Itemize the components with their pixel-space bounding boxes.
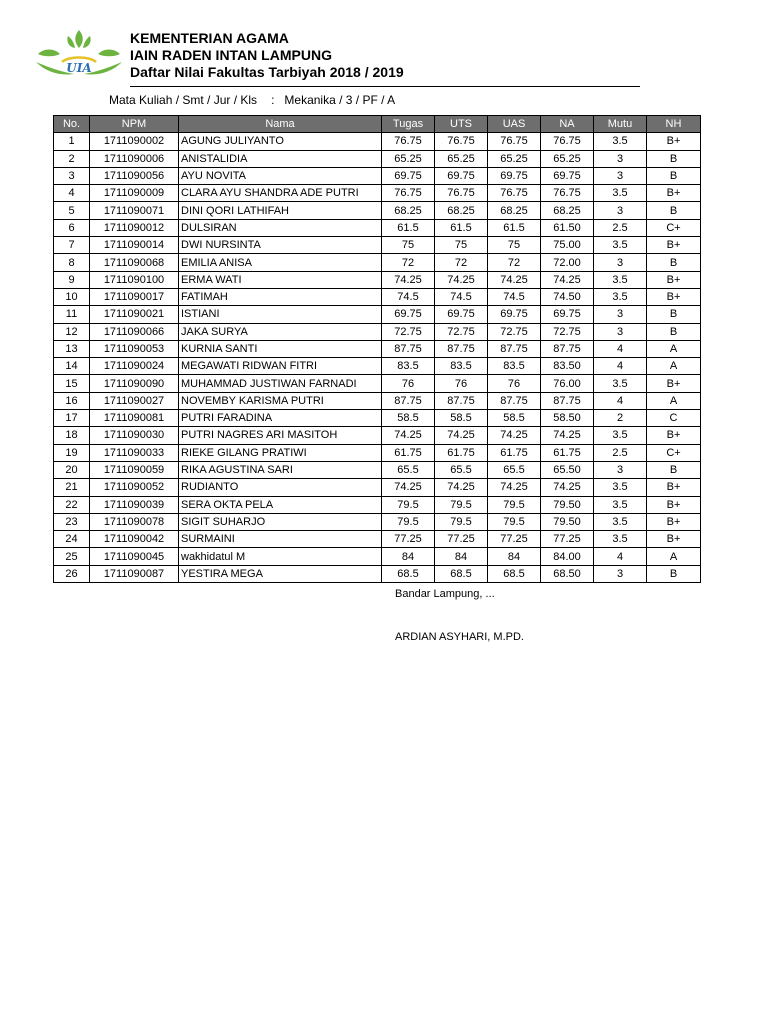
cell-tugas: 84 bbox=[382, 548, 435, 565]
cell-uas: 74.25 bbox=[488, 271, 541, 288]
cell-no: 14 bbox=[54, 358, 90, 375]
cell-mutu: 3.5 bbox=[594, 271, 647, 288]
table-row bbox=[54, 479, 701, 496]
cell-uas: 74.5 bbox=[488, 288, 541, 305]
course-info-value: Mekanika / 3 / PF / A bbox=[284, 93, 396, 107]
cell-no: 17 bbox=[54, 410, 90, 427]
table-header-row bbox=[54, 116, 701, 133]
cell-mutu: 3.5 bbox=[594, 133, 647, 150]
cell-mutu: 3.5 bbox=[594, 185, 647, 202]
cell-uts: 76 bbox=[435, 375, 488, 392]
cell-nama: JAKA SURYA bbox=[179, 323, 382, 340]
cell-nama: SERA OKTA PELA bbox=[179, 496, 382, 513]
cell-nh: C+ bbox=[647, 219, 701, 236]
cell-na: 72.00 bbox=[541, 254, 594, 271]
cell-nh: B+ bbox=[647, 531, 701, 548]
cell-mutu: 3.5 bbox=[594, 375, 647, 392]
cell-tugas: 61.5 bbox=[382, 219, 435, 236]
cell-no: 19 bbox=[54, 444, 90, 461]
cell-mutu: 4 bbox=[594, 358, 647, 375]
cell-nama: MUHAMMAD JUSTIWAN FARNADI bbox=[179, 375, 382, 392]
cell-tugas: 65.5 bbox=[382, 461, 435, 478]
cell-nh: B bbox=[647, 306, 701, 323]
cell-nh: A bbox=[647, 392, 701, 409]
cell-no: 13 bbox=[54, 340, 90, 357]
cell-uts: 74.25 bbox=[435, 479, 488, 496]
cell-tugas: 68.25 bbox=[382, 202, 435, 219]
cell-nh: B bbox=[647, 254, 701, 271]
cell-nama: wakhidatul M bbox=[179, 548, 382, 565]
cell-na: 61.75 bbox=[541, 444, 594, 461]
cell-no: 9 bbox=[54, 271, 90, 288]
cell-uts: 75 bbox=[435, 237, 488, 254]
cell-no: 10 bbox=[54, 288, 90, 305]
cell-uas: 75 bbox=[488, 237, 541, 254]
cell-npm: 1711090081 bbox=[90, 410, 179, 427]
column-header-na: NA bbox=[541, 116, 594, 133]
cell-na: 87.75 bbox=[541, 340, 594, 357]
cell-uas: 87.75 bbox=[488, 392, 541, 409]
cell-uas: 72 bbox=[488, 254, 541, 271]
document-header bbox=[130, 30, 404, 81]
cell-npm: 1711090030 bbox=[90, 427, 179, 444]
cell-no: 21 bbox=[54, 479, 90, 496]
cell-mutu: 3 bbox=[594, 150, 647, 167]
table-row bbox=[54, 254, 701, 271]
cell-npm: 1711090021 bbox=[90, 306, 179, 323]
table-row bbox=[54, 461, 701, 478]
cell-nh: B+ bbox=[647, 427, 701, 444]
cell-mutu: 3.5 bbox=[594, 237, 647, 254]
cell-tugas: 79.5 bbox=[382, 496, 435, 513]
cell-uas: 79.5 bbox=[488, 513, 541, 530]
cell-mutu: 4 bbox=[594, 340, 647, 357]
cell-uas: 72.75 bbox=[488, 323, 541, 340]
cell-uts: 68.25 bbox=[435, 202, 488, 219]
cell-no: 8 bbox=[54, 254, 90, 271]
cell-tugas: 77.25 bbox=[382, 531, 435, 548]
cell-npm: 1711090017 bbox=[90, 288, 179, 305]
cell-nh: C bbox=[647, 410, 701, 427]
cell-npm: 1711090068 bbox=[90, 254, 179, 271]
cell-nama: ERMA WATI bbox=[179, 271, 382, 288]
cell-nama: SIGIT SUHARJO bbox=[179, 513, 382, 530]
cell-no: 3 bbox=[54, 167, 90, 184]
table-row bbox=[54, 513, 701, 530]
cell-uts: 61.75 bbox=[435, 444, 488, 461]
cell-nama: RUDIANTO bbox=[179, 479, 382, 496]
cell-nama: RIKA AGUSTINA SARI bbox=[179, 461, 382, 478]
cell-npm: 1711090039 bbox=[90, 496, 179, 513]
header-divider bbox=[130, 86, 640, 87]
table-row bbox=[54, 237, 701, 254]
cell-na: 68.25 bbox=[541, 202, 594, 219]
cell-na: 76.75 bbox=[541, 185, 594, 202]
cell-nh: B bbox=[647, 202, 701, 219]
table-row bbox=[54, 133, 701, 150]
cell-no: 22 bbox=[54, 496, 90, 513]
cell-uts: 61.5 bbox=[435, 219, 488, 236]
cell-uts: 84 bbox=[435, 548, 488, 565]
cell-npm: 1711090014 bbox=[90, 237, 179, 254]
cell-no: 11 bbox=[54, 306, 90, 323]
table-row bbox=[54, 496, 701, 513]
cell-na: 58.50 bbox=[541, 410, 594, 427]
header-title: Daftar Nilai Fakultas Tarbiyah 2018 / 2019 bbox=[130, 64, 404, 80]
course-info-separator: : bbox=[271, 93, 275, 107]
cell-nh: B bbox=[647, 150, 701, 167]
cell-uts: 69.75 bbox=[435, 306, 488, 323]
logo-text: UIA bbox=[66, 61, 92, 75]
table-row bbox=[54, 548, 701, 565]
cell-tugas: 58.5 bbox=[382, 410, 435, 427]
cell-nama: SURMAINI bbox=[179, 531, 382, 548]
cell-mutu: 3.5 bbox=[594, 288, 647, 305]
cell-uas: 65.5 bbox=[488, 461, 541, 478]
cell-npm: 1711090009 bbox=[90, 185, 179, 202]
cell-nh: B+ bbox=[647, 237, 701, 254]
cell-na: 61.50 bbox=[541, 219, 594, 236]
signatory-name: ARDIAN ASYHARI, M.PD. bbox=[395, 631, 524, 643]
cell-npm: 1711090066 bbox=[90, 323, 179, 340]
cell-mutu: 3.5 bbox=[594, 496, 647, 513]
cell-uts: 87.75 bbox=[435, 340, 488, 357]
cell-uts: 65.25 bbox=[435, 150, 488, 167]
cell-uts: 68.5 bbox=[435, 565, 488, 582]
cell-nh: A bbox=[647, 340, 701, 357]
cell-no: 4 bbox=[54, 185, 90, 202]
cell-nama: NOVEMBY KARISMA PUTRI bbox=[179, 392, 382, 409]
cell-na: 74.50 bbox=[541, 288, 594, 305]
table-row bbox=[54, 392, 701, 409]
cell-tugas: 72.75 bbox=[382, 323, 435, 340]
cell-nama: PUTRI FARADINA bbox=[179, 410, 382, 427]
cell-mutu: 3.5 bbox=[594, 531, 647, 548]
cell-tugas: 76.75 bbox=[382, 185, 435, 202]
cell-tugas: 74.25 bbox=[382, 427, 435, 444]
cell-tugas: 65.25 bbox=[382, 150, 435, 167]
header-institution: IAIN RADEN INTAN LAMPUNG bbox=[130, 47, 332, 63]
cell-tugas: 72 bbox=[382, 254, 435, 271]
cell-uas: 74.25 bbox=[488, 479, 541, 496]
column-header-npm: NPM bbox=[90, 116, 179, 133]
cell-uas: 65.25 bbox=[488, 150, 541, 167]
cell-npm: 1711090053 bbox=[90, 340, 179, 357]
cell-nama: DULSIRAN bbox=[179, 219, 382, 236]
cell-mutu: 4 bbox=[594, 392, 647, 409]
table-row bbox=[54, 185, 701, 202]
cell-tugas: 69.75 bbox=[382, 306, 435, 323]
cell-na: 65.50 bbox=[541, 461, 594, 478]
cell-tugas: 87.75 bbox=[382, 340, 435, 357]
cell-no: 2 bbox=[54, 150, 90, 167]
cell-mutu: 2.5 bbox=[594, 444, 647, 461]
cell-uts: 74.25 bbox=[435, 271, 488, 288]
cell-na: 87.75 bbox=[541, 392, 594, 409]
table-row bbox=[54, 271, 701, 288]
cell-uas: 87.75 bbox=[488, 340, 541, 357]
cell-nama: YESTIRA MEGA bbox=[179, 565, 382, 582]
cell-uts: 76.75 bbox=[435, 185, 488, 202]
cell-tugas: 76.75 bbox=[382, 133, 435, 150]
cell-uts: 65.5 bbox=[435, 461, 488, 478]
table-body bbox=[54, 133, 701, 583]
column-header-tugas: Tugas bbox=[382, 116, 435, 133]
cell-uas: 84 bbox=[488, 548, 541, 565]
cell-npm: 1711090087 bbox=[90, 565, 179, 582]
cell-na: 68.50 bbox=[541, 565, 594, 582]
cell-uts: 74.25 bbox=[435, 427, 488, 444]
table-row bbox=[54, 219, 701, 236]
cell-npm: 1711090024 bbox=[90, 358, 179, 375]
cell-uas: 69.75 bbox=[488, 167, 541, 184]
cell-tugas: 69.75 bbox=[382, 167, 435, 184]
cell-mutu: 3.5 bbox=[594, 513, 647, 530]
cell-na: 76.00 bbox=[541, 375, 594, 392]
cell-nama: MEGAWATI RIDWAN FITRI bbox=[179, 358, 382, 375]
cell-uts: 87.75 bbox=[435, 392, 488, 409]
cell-nama: KURNIA SANTI bbox=[179, 340, 382, 357]
cell-nh: B bbox=[647, 565, 701, 582]
cell-no: 5 bbox=[54, 202, 90, 219]
cell-uts: 69.75 bbox=[435, 167, 488, 184]
cell-nh: A bbox=[647, 358, 701, 375]
cell-uas: 58.5 bbox=[488, 410, 541, 427]
cell-mutu: 3 bbox=[594, 565, 647, 582]
cell-npm: 1711090006 bbox=[90, 150, 179, 167]
table-row bbox=[54, 288, 701, 305]
cell-mutu: 3 bbox=[594, 202, 647, 219]
cell-uas: 76.75 bbox=[488, 133, 541, 150]
cell-nh: B+ bbox=[647, 375, 701, 392]
cell-tugas: 75 bbox=[382, 237, 435, 254]
table-row bbox=[54, 444, 701, 461]
table-row bbox=[54, 167, 701, 184]
cell-uas: 76 bbox=[488, 375, 541, 392]
table-row bbox=[54, 150, 701, 167]
cell-na: 83.50 bbox=[541, 358, 594, 375]
course-info-label: Mata Kuliah / Smt / Jur / Kls bbox=[109, 93, 258, 107]
cell-na: 84.00 bbox=[541, 548, 594, 565]
cell-nama: FATIMAH bbox=[179, 288, 382, 305]
cell-na: 69.75 bbox=[541, 306, 594, 323]
table-row bbox=[54, 427, 701, 444]
cell-uas: 76.75 bbox=[488, 185, 541, 202]
cell-tugas: 74.25 bbox=[382, 271, 435, 288]
cell-npm: 1711090052 bbox=[90, 479, 179, 496]
cell-nh: B+ bbox=[647, 496, 701, 513]
cell-npm: 1711090045 bbox=[90, 548, 179, 565]
column-header-nama: Nama bbox=[179, 116, 382, 133]
cell-npm: 1711090071 bbox=[90, 202, 179, 219]
university-logo bbox=[34, 26, 124, 84]
cell-tugas: 68.5 bbox=[382, 565, 435, 582]
cell-uas: 69.75 bbox=[488, 306, 541, 323]
column-header-no: No. bbox=[54, 116, 90, 133]
cell-no: 6 bbox=[54, 219, 90, 236]
cell-tugas: 87.75 bbox=[382, 392, 435, 409]
cell-uas: 68.5 bbox=[488, 565, 541, 582]
cell-tugas: 74.25 bbox=[382, 479, 435, 496]
table-row bbox=[54, 323, 701, 340]
column-header-mutu: Mutu bbox=[594, 116, 647, 133]
cell-uts: 79.5 bbox=[435, 513, 488, 530]
cell-uas: 83.5 bbox=[488, 358, 541, 375]
cell-npm: 1711090100 bbox=[90, 271, 179, 288]
cell-uas: 68.25 bbox=[488, 202, 541, 219]
cell-na: 76.75 bbox=[541, 133, 594, 150]
cell-no: 25 bbox=[54, 548, 90, 565]
cell-nama: ANISTALIDIA bbox=[179, 150, 382, 167]
cell-nama: DINI QORI LATHIFAH bbox=[179, 202, 382, 219]
cell-no: 26 bbox=[54, 565, 90, 582]
cell-npm: 1711090002 bbox=[90, 133, 179, 150]
cell-mutu: 3 bbox=[594, 461, 647, 478]
cell-na: 77.25 bbox=[541, 531, 594, 548]
cell-uas: 61.75 bbox=[488, 444, 541, 461]
table-row bbox=[54, 306, 701, 323]
cell-no: 18 bbox=[54, 427, 90, 444]
cell-mutu: 3 bbox=[594, 167, 647, 184]
cell-mutu: 3.5 bbox=[594, 479, 647, 496]
cell-uas: 77.25 bbox=[488, 531, 541, 548]
cell-na: 74.25 bbox=[541, 271, 594, 288]
cell-nh: B+ bbox=[647, 185, 701, 202]
cell-no: 15 bbox=[54, 375, 90, 392]
table-row bbox=[54, 375, 701, 392]
cell-nh: B+ bbox=[647, 479, 701, 496]
cell-nama: DWI NURSINTA bbox=[179, 237, 382, 254]
column-header-nh: NH bbox=[647, 116, 701, 133]
cell-no: 24 bbox=[54, 531, 90, 548]
cell-mutu: 3 bbox=[594, 323, 647, 340]
course-info bbox=[109, 93, 395, 107]
cell-no: 16 bbox=[54, 392, 90, 409]
cell-mutu: 2.5 bbox=[594, 219, 647, 236]
table-row bbox=[54, 340, 701, 357]
cell-na: 75.00 bbox=[541, 237, 594, 254]
grades-table bbox=[53, 115, 701, 583]
cell-npm: 1711090090 bbox=[90, 375, 179, 392]
cell-nh: B+ bbox=[647, 288, 701, 305]
cell-npm: 1711090027 bbox=[90, 392, 179, 409]
table-row bbox=[54, 565, 701, 582]
column-header-uts: UTS bbox=[435, 116, 488, 133]
cell-uas: 61.5 bbox=[488, 219, 541, 236]
cell-uts: 58.5 bbox=[435, 410, 488, 427]
cell-na: 79.50 bbox=[541, 496, 594, 513]
cell-tugas: 79.5 bbox=[382, 513, 435, 530]
cell-npm: 1711090078 bbox=[90, 513, 179, 530]
cell-no: 20 bbox=[54, 461, 90, 478]
cell-npm: 1711090012 bbox=[90, 219, 179, 236]
cell-uts: 72 bbox=[435, 254, 488, 271]
cell-na: 74.25 bbox=[541, 479, 594, 496]
place-date: Bandar Lampung, ... bbox=[395, 588, 495, 600]
cell-na: 69.75 bbox=[541, 167, 594, 184]
cell-na: 79.50 bbox=[541, 513, 594, 530]
cell-tugas: 76 bbox=[382, 375, 435, 392]
table-row bbox=[54, 531, 701, 548]
cell-nama: RIEKE GILANG PRATIWI bbox=[179, 444, 382, 461]
cell-no: 12 bbox=[54, 323, 90, 340]
cell-nh: B bbox=[647, 167, 701, 184]
cell-na: 65.25 bbox=[541, 150, 594, 167]
cell-nh: B+ bbox=[647, 271, 701, 288]
cell-nh: B bbox=[647, 461, 701, 478]
cell-mutu: 3 bbox=[594, 254, 647, 271]
cell-na: 74.25 bbox=[541, 427, 594, 444]
cell-nama: AYU NOVITA bbox=[179, 167, 382, 184]
cell-nh: B+ bbox=[647, 133, 701, 150]
cell-npm: 1711090042 bbox=[90, 531, 179, 548]
cell-npm: 1711090056 bbox=[90, 167, 179, 184]
cell-nama: CLARA AYU SHANDRA ADE PUTRI bbox=[179, 185, 382, 202]
cell-mutu: 3.5 bbox=[594, 427, 647, 444]
header-ministry: KEMENTERIAN AGAMA bbox=[130, 30, 289, 46]
cell-no: 1 bbox=[54, 133, 90, 150]
cell-nh: B+ bbox=[647, 513, 701, 530]
cell-mutu: 4 bbox=[594, 548, 647, 565]
cell-mutu: 3 bbox=[594, 306, 647, 323]
table-row bbox=[54, 358, 701, 375]
cell-npm: 1711090033 bbox=[90, 444, 179, 461]
cell-uas: 74.25 bbox=[488, 427, 541, 444]
cell-npm: 1711090059 bbox=[90, 461, 179, 478]
cell-nama: EMILIA ANISA bbox=[179, 254, 382, 271]
cell-uts: 76.75 bbox=[435, 133, 488, 150]
table-row bbox=[54, 410, 701, 427]
cell-nh: B bbox=[647, 323, 701, 340]
cell-no: 23 bbox=[54, 513, 90, 530]
cell-mutu: 2 bbox=[594, 410, 647, 427]
cell-nama: PUTRI NAGRES ARI MASITOH bbox=[179, 427, 382, 444]
cell-nama: AGUNG JULIYANTO bbox=[179, 133, 382, 150]
cell-uts: 83.5 bbox=[435, 358, 488, 375]
cell-uas: 79.5 bbox=[488, 496, 541, 513]
cell-tugas: 61.75 bbox=[382, 444, 435, 461]
cell-na: 72.75 bbox=[541, 323, 594, 340]
cell-nh: A bbox=[647, 548, 701, 565]
cell-tugas: 83.5 bbox=[382, 358, 435, 375]
cell-nama: ISTIANI bbox=[179, 306, 382, 323]
cell-uts: 77.25 bbox=[435, 531, 488, 548]
cell-uts: 74.5 bbox=[435, 288, 488, 305]
cell-uts: 72.75 bbox=[435, 323, 488, 340]
table-row bbox=[54, 202, 701, 219]
cell-tugas: 74.5 bbox=[382, 288, 435, 305]
column-header-uas: UAS bbox=[488, 116, 541, 133]
cell-no: 7 bbox=[54, 237, 90, 254]
cell-nh: C+ bbox=[647, 444, 701, 461]
cell-uts: 79.5 bbox=[435, 496, 488, 513]
